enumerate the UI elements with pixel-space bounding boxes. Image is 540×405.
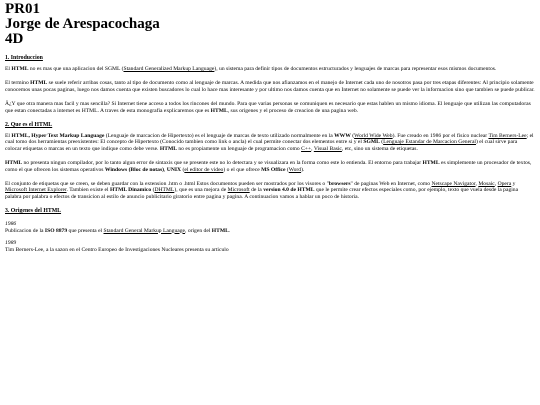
paragraph [5, 221, 535, 234]
text: se suele referir arribas cosas, tanto al tipo de documento como al lenguaje de marcas. A medida que nos afianzamos en el manejo de Internet cada uno de nosotros pasa por tres etapas diferentes: Al principio solamente conocemos unas pocas paginas, luego nos damos cuenta que existen buscadores lo cual lo hace mas interesante y por ultimo nos damos cuenta que en Internet no solamente se puede ver la informacion sino que tambien se puede publicar. [5, 80, 535, 93]
paragraph [5, 240, 535, 253]
link-sgml-standard[interactable]: Standard General Markup Language [103, 227, 186, 234]
text: ; el cual tomo dos herramientas preexistentes: El concepto de Hipertexto (Conocido tambien como link o ancla) el cual permite conectar dos elementos entre si y el [5, 133, 534, 146]
text: Â¿Y que otra manera mas facil y mas sencilla? Si Internet tiene acceso a todos los rincones del mundo. Para que varias personas se comuniquen es necesario que estas hablen un mismo idioma. El lenguaje que utilizan las computadoras que estan conectadas a internet es HTML. A traves de esta monografia explicaremos que es [5, 101, 531, 114]
text: . [228, 227, 231, 234]
title-code: PR01 [5, 1, 40, 17]
text: . Tambien existe el [66, 187, 110, 194]
text: " de paginas Web en Internet, como [350, 181, 432, 188]
text: ( [151, 187, 155, 194]
text: , etc, sino un sistema de etiquetas. [341, 145, 418, 152]
bold-text: HTML [30, 80, 48, 87]
link-internet-explorer[interactable]: Microsoft Internet Explorer [5, 187, 67, 194]
paragraph [5, 66, 535, 72]
link-tim-berners-lee[interactable]: Tim Berners-Lee [488, 133, 527, 140]
link-editor-de-video[interactable]: el editor de video [184, 166, 224, 173]
bold-text: HTML [159, 145, 177, 152]
bold-text: HTML [5, 160, 23, 167]
text: ( [181, 166, 185, 173]
bold-text: SGML [363, 139, 380, 146]
title-author: Jorge de Arespacochaga [5, 16, 160, 32]
text: que le permite crear efectos especiales como, por ejemplo, texto que vuela desde la pagina palabra por palabra o efectos de transicion al estilo de anuncio publicitario giratorio entre pagina y pagina. A continuacion vamos a hablar un poco de historia. [5, 187, 519, 200]
text: , [311, 145, 314, 152]
link-opera[interactable]: Opera [497, 181, 512, 188]
bold-text: MS Office [261, 166, 286, 173]
link-word[interactable]: Word [288, 166, 302, 173]
link-netscape-navigator[interactable]: Netscape Navigator [431, 181, 476, 188]
text: El conjunto de etiquetas que se creen, se deben guardar con la extension .htm o .html Estos documentos pueden ser mostrados por los visores o " [5, 181, 329, 188]
link-sgml[interactable]: Standard Generalized Markup Language [123, 66, 215, 72]
text: , [475, 181, 479, 188]
year-label: 1989 [5, 240, 17, 247]
document-title [5, 2, 535, 47]
text: , [494, 181, 498, 188]
text: ). [301, 166, 305, 173]
text: de la [249, 187, 264, 194]
paragraph [5, 160, 535, 173]
text: , sus origenes y el proceso de creacion de una pagina web. [227, 107, 359, 114]
title-group: 4D [5, 31, 24, 47]
text: ( [285, 166, 289, 173]
text: no es mas que una aplicacion del SGML ( [28, 66, 124, 72]
link-dhtml[interactable]: DHTML [154, 187, 175, 194]
link-cpp[interactable]: C++ [301, 145, 312, 152]
text: Tim Berners-Lee, a la sazon en el Centro Europeo de Investigaciones Nucleares presenta su articulo [5, 246, 229, 253]
text: es simplemente un procesador de textos, como el que ofrecen los sistemas operativos [5, 160, 532, 173]
text: ), que es una mejora de [174, 187, 228, 194]
text: ( [379, 139, 384, 146]
text: ) el cual sirve para colocar etiquetas o marcas en un texto que indique como debe verse. [5, 139, 518, 152]
text: , [164, 166, 167, 173]
bold-text: HTML [210, 107, 228, 114]
bold-text: HTML [422, 160, 440, 167]
link-microsoft[interactable]: Microsoft [227, 187, 250, 194]
bold-text: browsers [328, 181, 351, 188]
bold-text: HTML Dinamico [109, 187, 152, 194]
text: ( [350, 133, 355, 140]
text: , origen del [185, 227, 212, 234]
bold-text: WWW [334, 133, 351, 140]
text: ) o el que ofrece [223, 166, 262, 173]
text: no es propiamente un lenguaje de programacion como [176, 145, 302, 152]
text: (Lenguaje de marcacion de Hipertexto) es el lenguaje de marcas de texto utilizado normalmente en la [104, 133, 335, 140]
paragraph [5, 133, 535, 152]
bold-text: HTML [11, 66, 29, 72]
paragraph [5, 101, 535, 114]
link-visual-basic[interactable]: Visual Basic [313, 145, 342, 152]
section-heading-que-es-html[interactable]: 2. Que es el HTML [5, 122, 53, 129]
paragraph [5, 181, 535, 200]
text: que presenta el [67, 227, 104, 234]
section-heading-introduccion[interactable]: 1. Introduccion [5, 55, 43, 61]
bold-text: version 4.0 de HTML [263, 187, 315, 194]
section-heading-origenes[interactable]: 3. Origenes del HTML [5, 208, 62, 215]
bold-text: HTML [211, 227, 229, 234]
text: ), un sistema para definir tipos de documentos estructurados y lenguajes de marcas para representar esos mismos documentos. [214, 66, 497, 72]
text: El termino [5, 80, 31, 87]
bold-text: HTML, Hyper Text Markup Language [11, 133, 105, 140]
text: y [511, 181, 516, 188]
paragraph [5, 80, 535, 93]
link-mosaic[interactable]: Mosaic [478, 181, 495, 188]
link-lenguaje-estandar[interactable]: Lenguaje Estandar de Marcacion General [383, 139, 476, 146]
bold-text: UNIX [166, 166, 182, 173]
text: ). Fue creado en 1986 por el fisico nuclear [392, 133, 489, 140]
link-world-wide-web[interactable]: World Wide Web [354, 133, 393, 140]
text: El [5, 66, 12, 72]
year-label: 1986 [5, 221, 17, 228]
bold-text: Windows (Bloc de notas) [104, 166, 164, 173]
text: Publicacion de la [5, 227, 45, 234]
text: El [5, 133, 12, 140]
text: no presenta ningun compilador, por lo tanto algun error de sintaxis que se presente este no lo detectara y se visualizara en la forma como este lo entienda. El entorno para trabajar [22, 160, 423, 167]
bold-text: ISO 8879 [44, 227, 68, 234]
